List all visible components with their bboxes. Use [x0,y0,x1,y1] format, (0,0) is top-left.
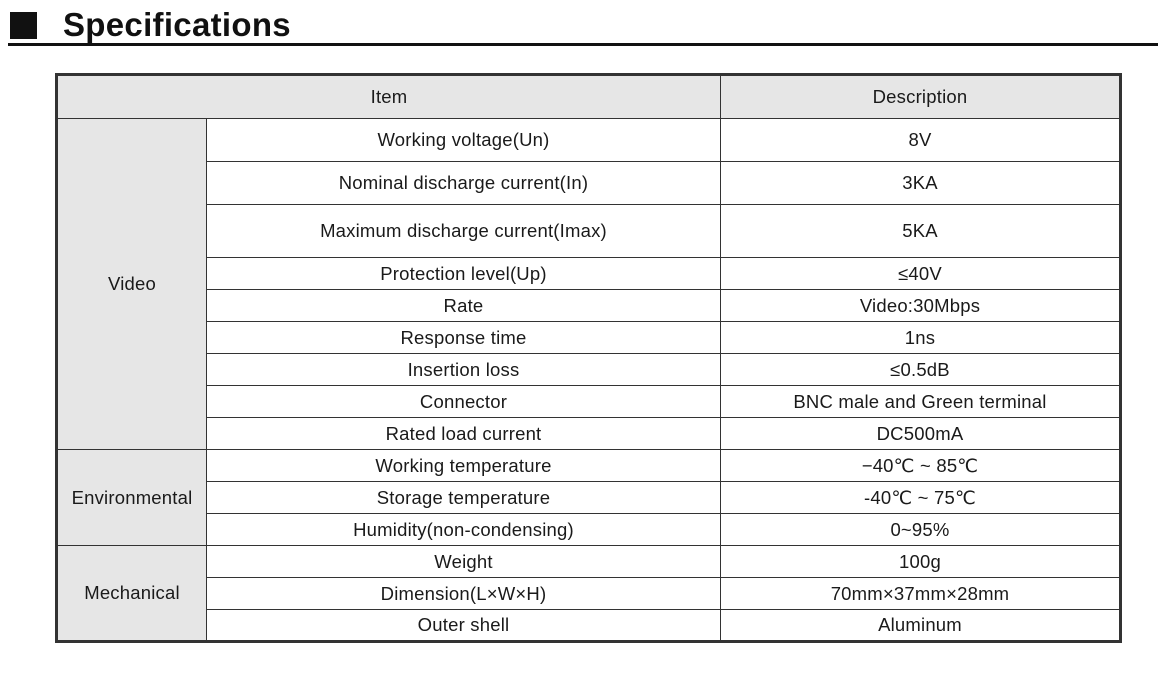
spec-value: -40℃ ~ 75℃ [721,482,1121,514]
table-row [57,610,1121,642]
spec-value: 3KA [721,162,1121,205]
table-header-row [57,75,1121,119]
header-description: Description [721,75,1121,119]
table-row [57,482,1121,514]
table-row [57,205,1121,258]
spec-value: BNC male and Green terminal [721,386,1121,418]
table-row [57,514,1121,546]
specifications-table [55,73,1122,643]
heading-underline [8,43,1158,46]
spec-item: Working voltage(Un) [207,119,721,162]
spec-item: Nominal discharge current(In) [207,162,721,205]
spec-item: Insertion loss [207,354,721,386]
table-row [57,578,1121,610]
page-title: Specifications [63,6,291,43]
group-label-mechanical: Mechanical [57,546,207,642]
spec-item: Maximum discharge current(Imax) [207,205,721,258]
table-row [57,162,1121,205]
spec-item: Rated load current [207,418,721,450]
spec-value: 8V [721,119,1121,162]
spec-item: Storage temperature [207,482,721,514]
spec-value: Aluminum [721,610,1121,642]
spec-item: Humidity(non-condensing) [207,514,721,546]
group-label-video: Video [57,119,207,450]
table-row [57,119,1121,162]
table-row [57,354,1121,386]
group-label-environmental: Environmental [57,450,207,546]
spec-value: −40℃ ~ 85℃ [721,450,1121,482]
section-heading [8,4,1158,46]
spec-item: Outer shell [207,610,721,642]
spec-value: 5KA [721,205,1121,258]
spec-value: Video:30Mbps [721,290,1121,322]
spec-item: Working temperature [207,450,721,482]
table-row [57,322,1121,354]
spec-value: DC500mA [721,418,1121,450]
table-row [57,290,1121,322]
table-row [57,418,1121,450]
spec-item: Dimension(L×W×H) [207,578,721,610]
table-row [57,450,1121,482]
spec-value: ≤40V [721,258,1121,290]
spec-item: Rate [207,290,721,322]
header-item: Item [57,75,721,119]
spec-item: Response time [207,322,721,354]
spec-value: ≤0.5dB [721,354,1121,386]
spec-item: Weight [207,546,721,578]
spec-item: Connector [207,386,721,418]
table-row [57,258,1121,290]
spec-value: 0~95% [721,514,1121,546]
spec-item: Protection level(Up) [207,258,721,290]
table-row [57,386,1121,418]
spec-value: 100g [721,546,1121,578]
heading-square-marker [10,12,37,39]
spec-value: 1ns [721,322,1121,354]
spec-value: 70mm×37mm×28mm [721,578,1121,610]
table-row [57,546,1121,578]
